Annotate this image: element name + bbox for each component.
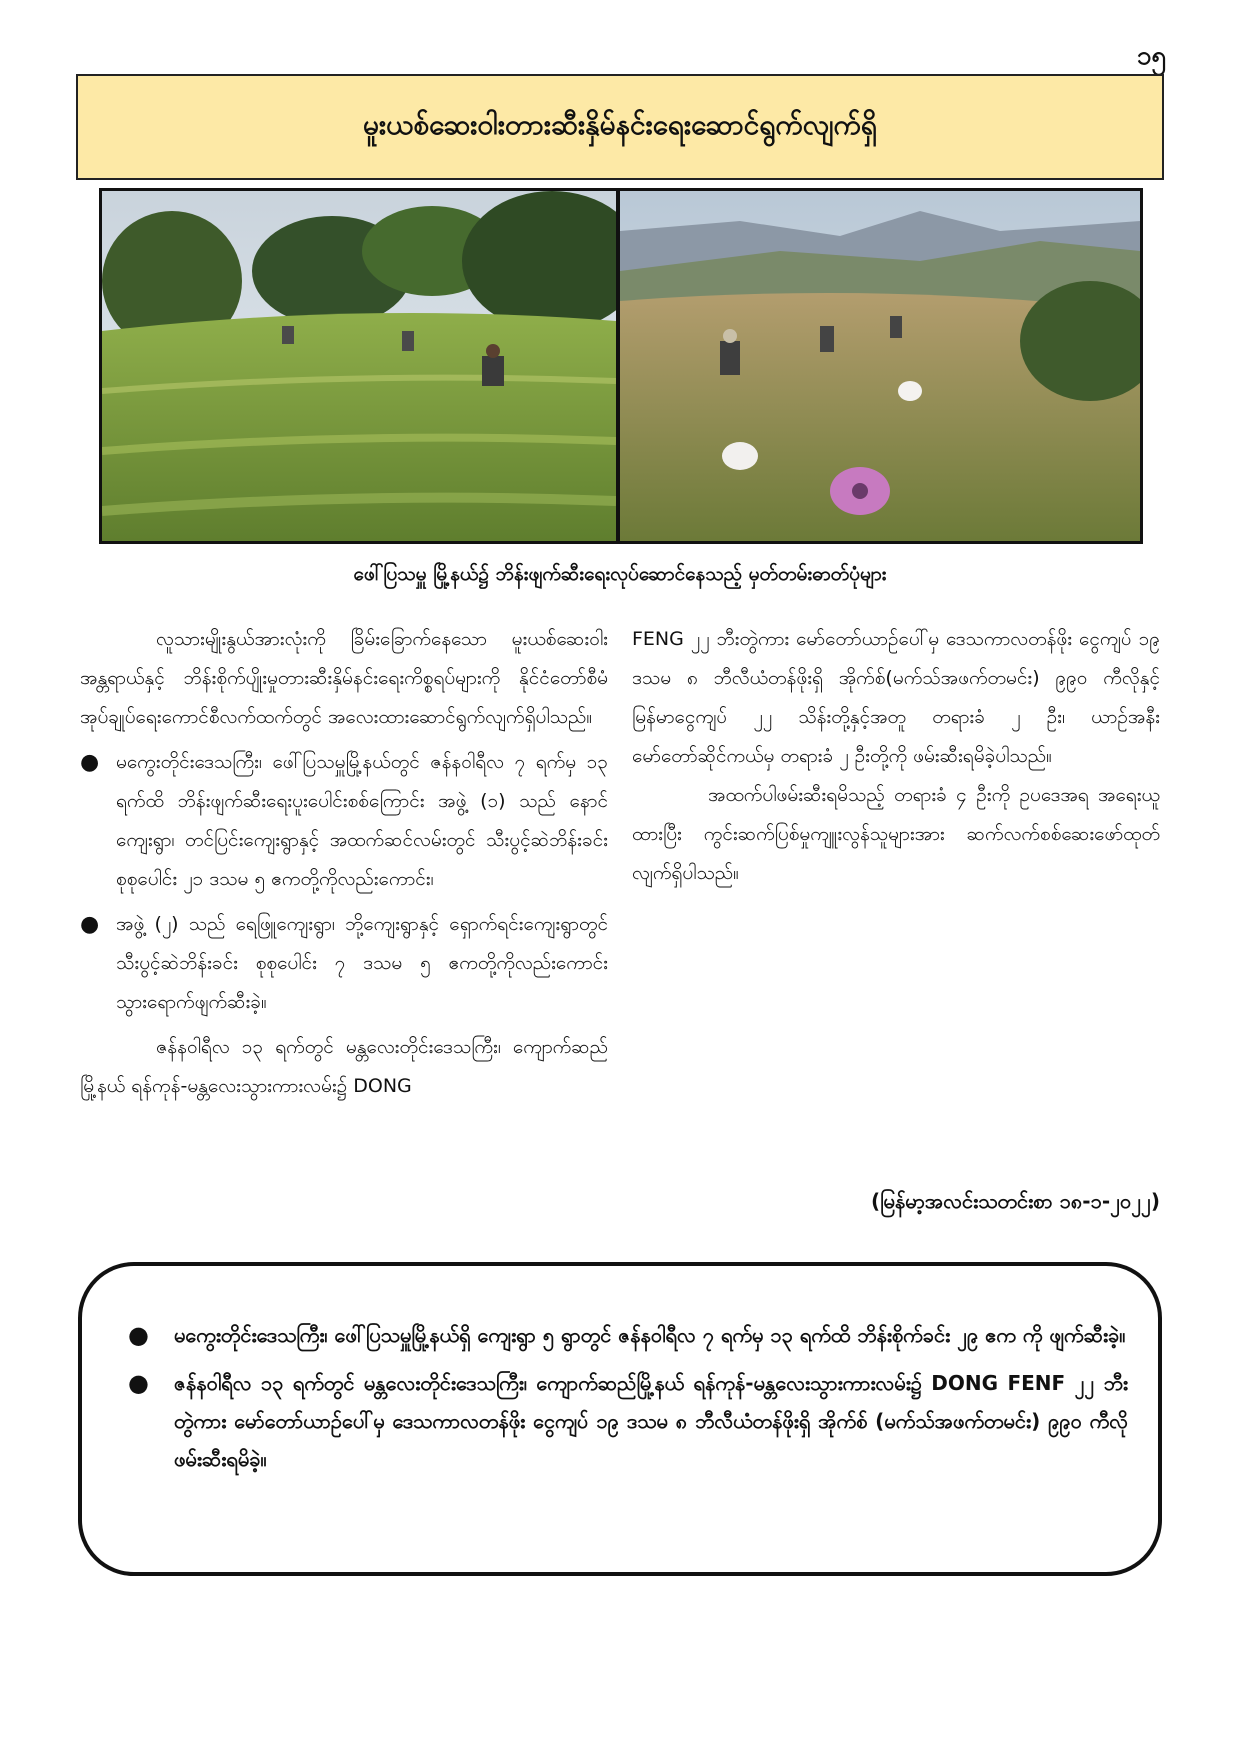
article-intro: လူသားမျိုးနွယ်အားလုံးကို ခြိမ်းခြောက်နေသော မူးယစ်ဆေးဝါးအန္တရာယ်နှင့် ဘိန်းစိုက်ပျိုးမှုတားဆီးနှိမ်နင်းရေးကိစ္စရပ်များကို နိုင်ငံတော်စီမံအုပ်ချုပ်ရေးကောင်စီလက်ထက်တွင် အလေးထားဆောင်ရွက်လျက်ရှိပါသည်။ [80, 628, 608, 728]
title-banner [76, 74, 1164, 180]
photo-frame [99, 188, 1143, 544]
bullet-icon: ● [128, 1321, 149, 1349]
summary-item [128, 1316, 1128, 1354]
bullet-icon: ● [80, 912, 100, 937]
article-column-right [632, 620, 1160, 893]
bullet-icon: ● [80, 750, 100, 775]
article-paragraph: အထက်ပါဖမ်းဆီးရမိသည့် တရားခံ ၄ ဦးကို ဥပဒေအရ အရေးယူထားပြီး ကွင်းဆက်ပြစ်မှုကျူးလွန်သူများအား ဆက်လက်စစ်ဆေးဖော်ထုတ်လျက်ရှိပါသည်။ [632, 784, 1160, 884]
article-source: (မြန်မာ့အလင်းသတင်းစာ ၁၈-၁-၂၀၂၂) [870, 1189, 1160, 1213]
summary-box [78, 1262, 1162, 1576]
bullet-icon: ● [128, 1369, 149, 1397]
page-number: ၁၅ [1136, 41, 1166, 71]
page-title: မူးယစ်ဆေးဝါးတားဆီးနှိမ်နင်းရေးဆောင်ရွက်လျက်ရှိ [363, 108, 877, 141]
summary-item [128, 1364, 1128, 1478]
photo-hillside-poppy-field [620, 191, 1140, 541]
article-paragraph: FENG ၂၂ ဘီးတွဲကား မော်တော်ယာဉ်ပေါ်မှ ဒေသကာလတန်ဖိုး ငွေကျပ် ၁၉ ဒသမ ၈ ဘီလီယံတန်ဖိုးရှိ အိုက်စ်(မက်သ်အဖက်တမင်း) ၉၉၀ ကီလိုနှင့် မြန်မာငွေကျပ် ၂၂ သိန်းတို့နှင့်အတူ တရားခံ ၂ ဦး၊ ယာဉ်အနီး မော်တော်ဆိုင်ကယ်မှ တရားခံ ၂ ဦးတို့ကို ဖမ်းဆီးရမိခဲ့ပါသည်။ [632, 628, 1160, 767]
article-column-left [80, 620, 608, 1106]
article-bullet-text: မကွေးတိုင်းဒေသကြီး၊ ဖေါ်ပြသမှူမြို့နယ်တွင် ဇန်နဝါရီလ ၇ ရက်မှ ၁၃ ရက်ထိ ဘိန်းဖျက်ဆီးရေးပူးပေါင်းစစ်ကြောင်း အဖွဲ့ (၁) သည် နောင်ကျေးရွာ၊ တင်ပြင်းကျေးရွာနှင့် အထက်ဆင်လမ်းတွင် သီးပွင့်ဆဲဘိန်းခင်း စုစုပေါင်း ၂၁ ဒသမ ၅ ဧကတို့ကိုလည်းကောင်း၊ [116, 751, 608, 890]
photo-caption: ဖေါ်ပြသမှူ မြို့နယ်၌ ဘိန်းဖျက်ဆီးရေးလုပ်ဆောင်နေသည့် မှတ်တမ်းဓာတ်ပုံများ [353, 563, 887, 585]
article-bullet [80, 743, 608, 899]
photo-poppy-field-workers [102, 191, 620, 541]
summary-item-text: မကွေးတိုင်းဒေသကြီး၊ ဖေါ်ပြသမှူမြို့နယ်ရှိ ကျေးရွာ ၅ ရွာတွင် ဇန်နဝါရီလ ၇ ရက်မှ ၁၃ ရက်ထိ ဘိန်းစိုက်ခင်း ၂၉ ဧက ကို ဖျက်ဆီးခဲ့။ [174, 1323, 1126, 1347]
article-paragraph: ဇန်နဝါရီလ ၁၃ ရက်တွင် မန္တလေးတိုင်းဒေသကြီး၊ ကျောက်ဆည်မြို့နယ် ရန်ကုန်-မန္တလေးသွားကားလမ်း၌ DONG [80, 1036, 608, 1097]
article-bullet [80, 905, 608, 1022]
summary-item-text: ဇန်နဝါရီလ ၁၃ ရက်တွင် မန္တလေးတိုင်းဒေသကြီး၊ ကျောက်ဆည်မြို့နယ် ရန်ကုန်-မန္တလေးသွားကားလမ်း၌ DONG FENF ၂၂ ဘီး တွဲကား မော်တော်ယာဉ်ပေါ်မှ ဒေသကာလတန်ဖိုး ငွေကျပ် ၁၉ ဒသမ ၈ ဘီလီယံတန်ဖိုးရှိ အိုက်စ် (မက်သ်အဖက်တမင်း) ၉၉၀ ကီလို ဖမ်းဆီးရမိခဲ့။ [174, 1371, 1128, 1471]
article-bullet-text: အဖွဲ့ (၂) သည် ရေဖြူကျေးရွာ၊ ဘို့ကျေးရွာနှင့် ရှောက်ရင်းကျေးရွာတွင် သီးပွင့်ဆဲဘိန်းခင်း စုစုပေါင်း ၇ ဒသမ ၅ ဧကတို့ကိုလည်းကောင်း သွားရောက်ဖျက်ဆီးခဲ့။ [116, 913, 608, 1013]
